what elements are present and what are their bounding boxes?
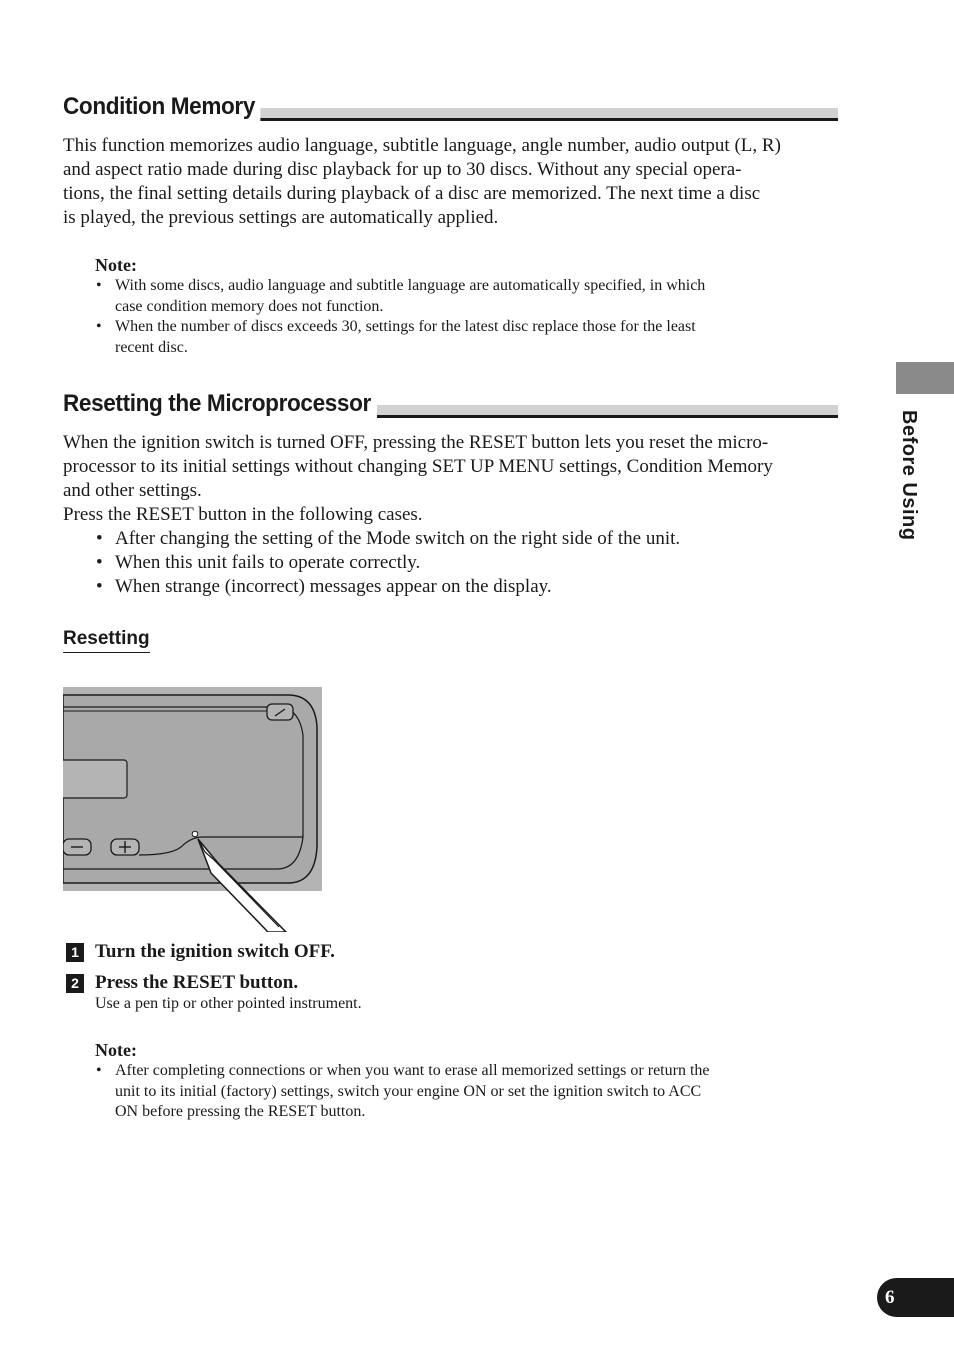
note-line: recent disc. [115,338,188,356]
reset-cases-list [95,527,835,599]
display-window [63,760,127,798]
step-text: Turn the ignition switch OFF. [95,941,335,962]
heading-text: Resetting the Microprocessor [63,390,377,418]
condition-memory-paragraph [63,134,843,230]
paragraph-line: and other settings. [63,480,202,501]
condition-memory-note-title: Note: [95,255,137,275]
note-line: ON before pressing the RESET button. [115,1103,366,1120]
case-item: • When strange (incorrect) messages appear on the display. [95,575,835,599]
paragraph-line: tions, the final setting details during playback of a disc are memorized. The next time a disc [63,183,761,204]
step-number: 2 [66,974,84,993]
step-2-description: Use a pen tip or other pointed instrument. [95,995,362,1012]
resetting-subheading: Resetting [63,626,150,653]
condition-memory-heading [63,93,838,125]
condition-memory-notes [95,276,805,358]
side-tab-label: Before Using [898,410,920,541]
resetting-microprocessor-heading [63,390,838,422]
step-1 [66,941,335,963]
note-line: case condition memory does not function. [115,297,384,315]
note-item [95,1061,815,1123]
paragraph-line: When the ignition switch is turned OFF, pressing the RESET button lets you reset the micro- [63,432,769,453]
paragraph-line: processor to its initial settings without changing SET UP MENU settings, Condition Memory [63,456,773,477]
step-number: 1 [66,943,84,962]
note-line: • After completing connections or when you want to erase all memorized settings or return the [115,1062,710,1079]
paragraph-line: is played, the previous settings are automatically applied. [63,207,499,228]
step-2 [66,972,298,994]
resetting-notes [95,1061,815,1123]
case-item: • When this unit fails to operate correctly. [95,551,835,575]
side-tab-marker [896,362,954,394]
heading-text: Condition Memory [63,93,261,121]
reset-button [192,831,198,837]
note-line: • When the number of discs exceeds 30, settings for the latest disc replace those for the least [115,318,696,335]
resetting-paragraph [63,431,843,527]
paragraph-line: Press the RESET button in the following cases. [63,504,423,525]
step-text: Press the RESET button. [95,972,299,993]
note-line: unit to its initial (factory) settings, switch your engine ON or set the ignition switch to ACC [115,1082,702,1100]
paragraph-line: This function memorizes audio language, subtitle language, angle number, audio output (L, R) [63,135,781,156]
note-item [95,276,805,317]
page-number: 6 [877,1278,954,1317]
paragraph-line: and aspect ratio made during disc playback for up to 30 discs. Without any special opera- [63,159,742,180]
note-line: • With some discs, audio language and subtitle language are automatically specified, in which [115,277,706,294]
resetting-note-title: Note: [95,1040,137,1060]
case-item: • After changing the setting of the Mode switch on the right side of the unit. [95,527,835,551]
note-item [95,317,805,358]
reset-illustration [63,687,323,932]
